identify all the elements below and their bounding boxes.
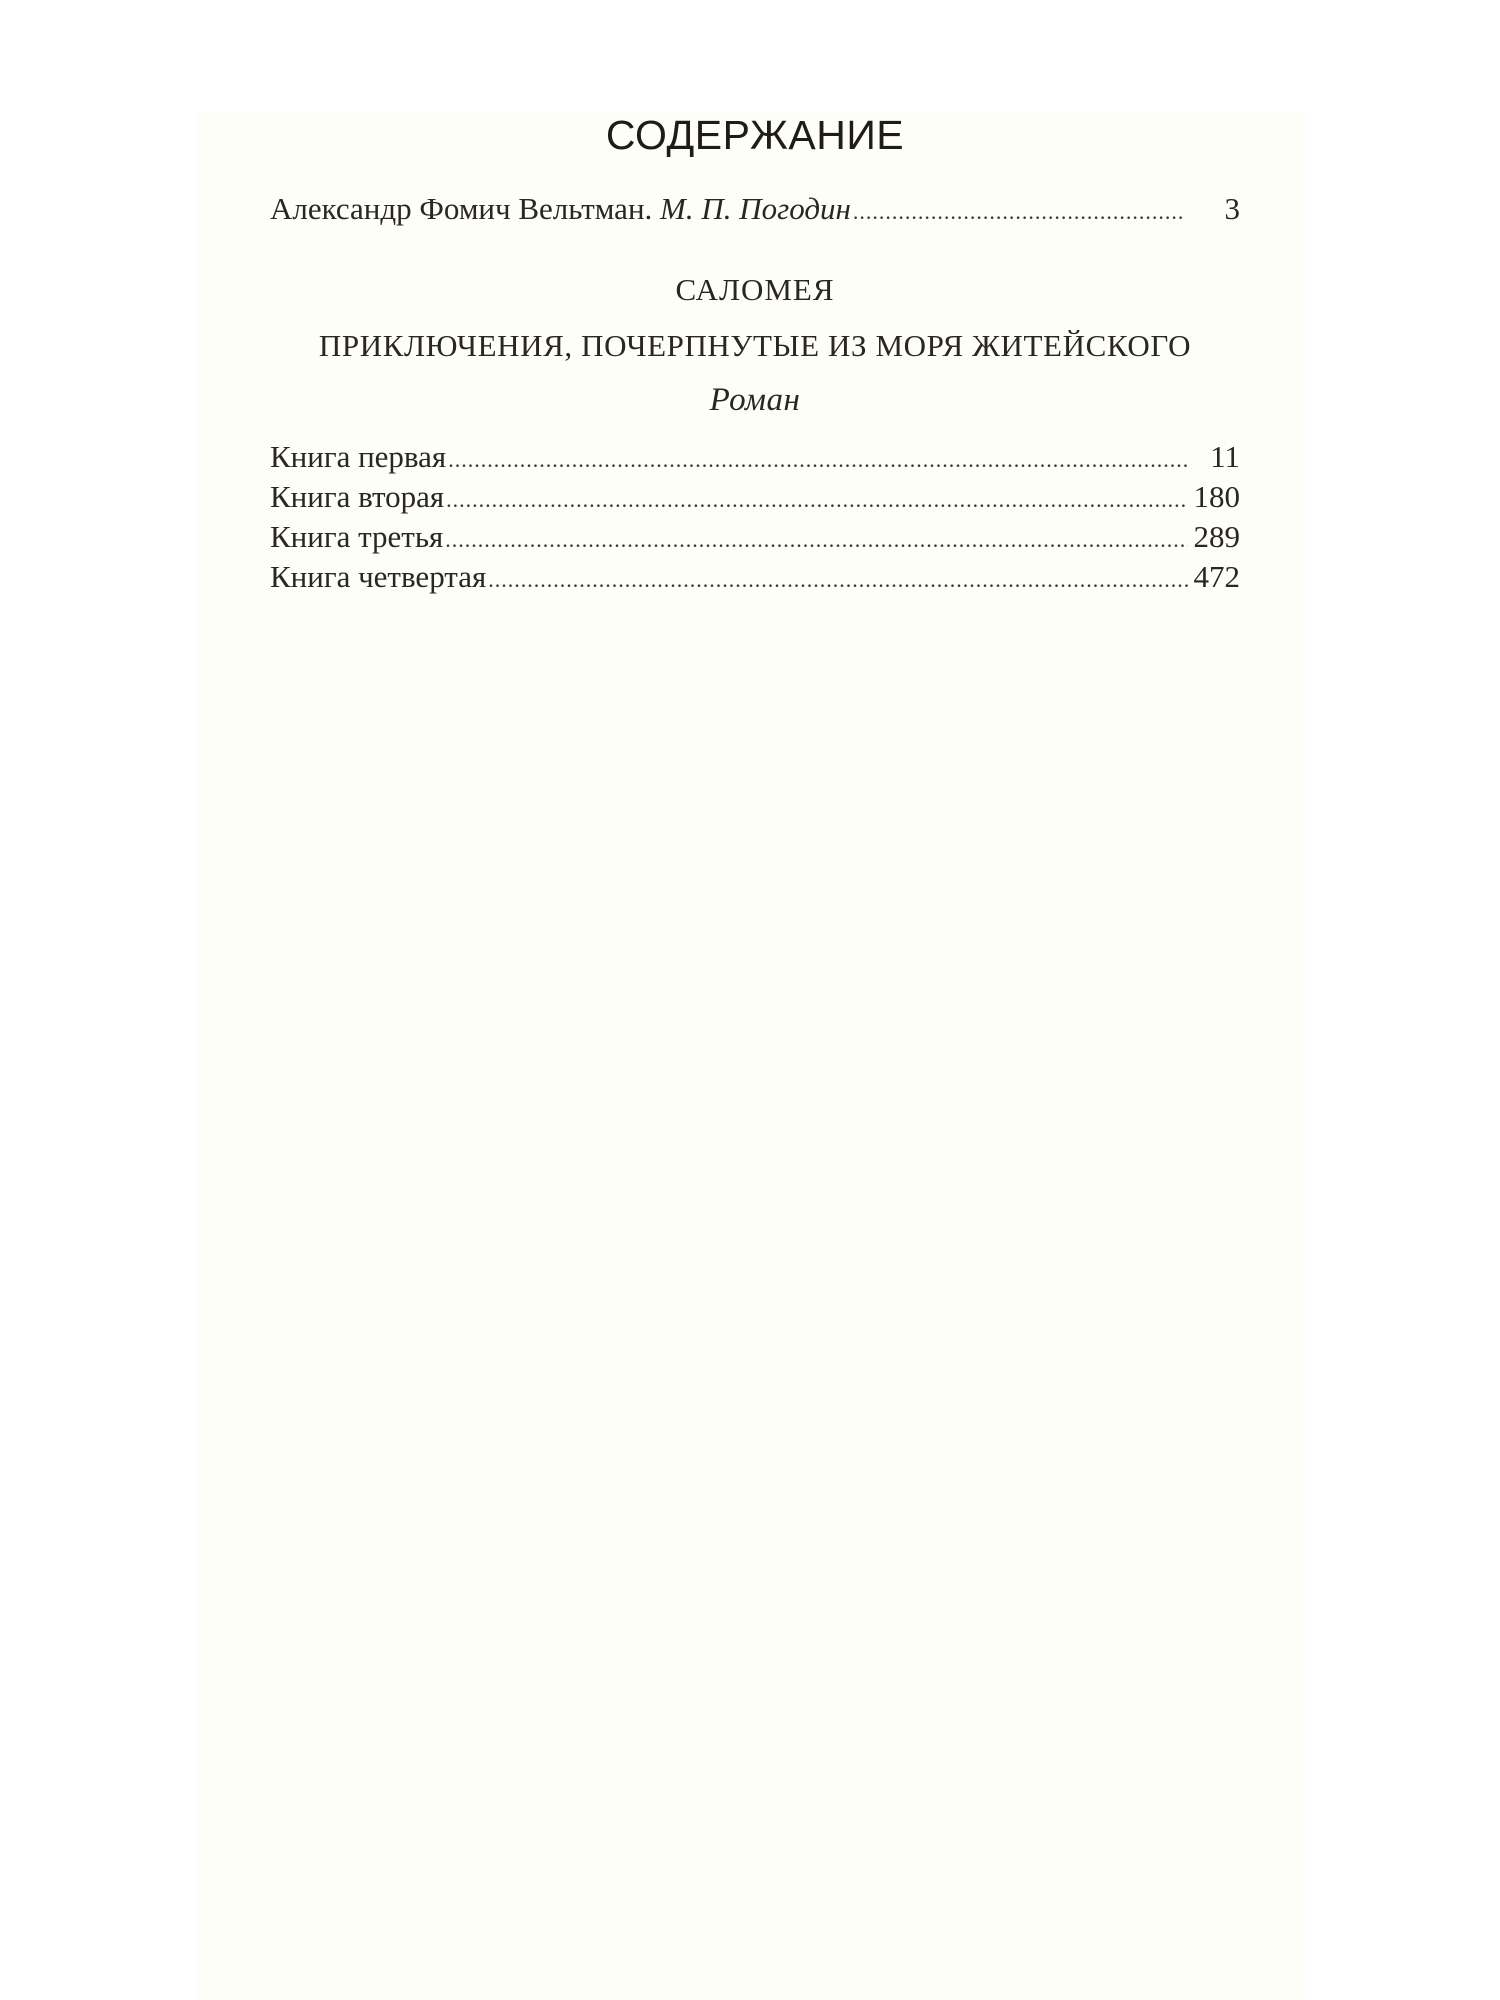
table-of-contents: [270, 100, 1240, 598]
dot-leader: [445, 521, 1188, 558]
toc-entry-book[interactable]: [270, 438, 1240, 478]
work-subtitle: ПРИКЛЮЧЕНИЯ, ПОЧЕРПНУТЫЕ ИЗ МОРЯ ЖИТЕЙСКОГО: [318, 328, 1192, 363]
work-genre: Роман: [709, 382, 801, 418]
book-label: Книга первая: [270, 439, 447, 474]
toc-entry-book[interactable]: [270, 478, 1240, 518]
page-number: 472: [1193, 559, 1240, 594]
books-list: [270, 438, 1240, 598]
toc-entry-intro[interactable]: [270, 190, 1240, 230]
toc-title: СОДЕРЖАНИЕ: [605, 112, 905, 158]
intro-essay-author: М. П. Погодин: [660, 191, 851, 226]
work-title: САЛОМЕЯ: [675, 272, 835, 307]
toc-entry-book[interactable]: [270, 518, 1240, 558]
dot-leader: [488, 561, 1188, 598]
dot-leader: [448, 441, 1188, 478]
dot-leader: [853, 193, 1182, 230]
dot-leader: [446, 481, 1188, 518]
page-number: 289: [1193, 519, 1240, 554]
book-label: Книга третья: [270, 519, 444, 554]
book-label: Книга вторая: [270, 479, 445, 514]
book-label: Книга четвертая: [270, 559, 487, 594]
intro-author: Александр Фомич Вельтман.: [270, 191, 653, 226]
toc-entry-book[interactable]: [270, 558, 1240, 598]
page-number: 11: [1210, 439, 1240, 474]
page-number: 180: [1193, 479, 1240, 514]
page-number: 3: [1224, 191, 1240, 226]
